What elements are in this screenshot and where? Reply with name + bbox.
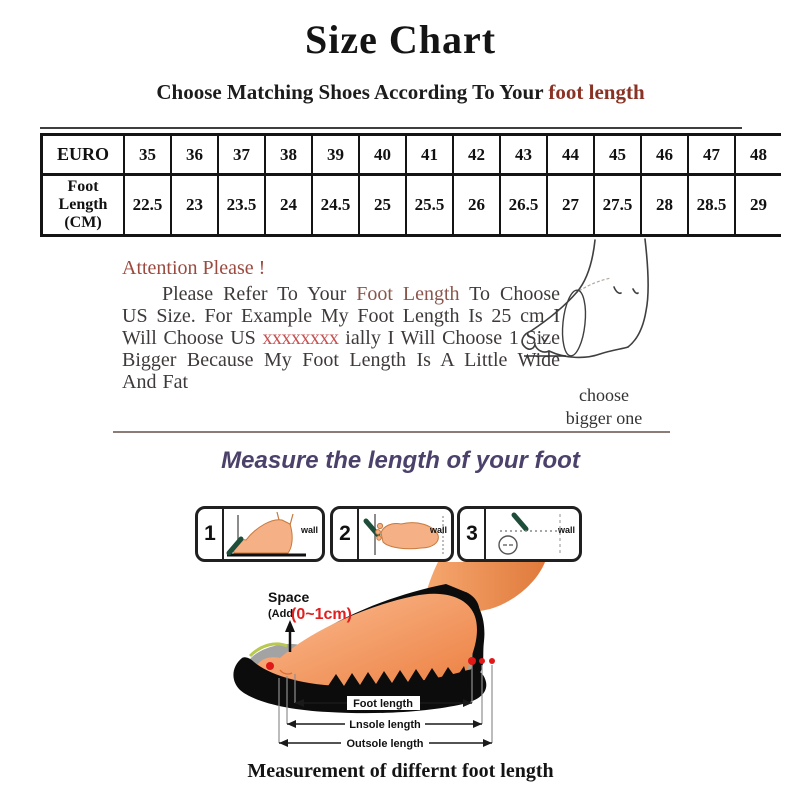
foot-length-cell: 24 <box>265 175 312 236</box>
instep-dashed-line <box>579 278 611 291</box>
measure-step-1 <box>195 506 325 562</box>
heel-dot <box>468 657 476 665</box>
foot-length-cell: 23.5 <box>218 175 265 236</box>
euro-size-cell: 36 <box>171 135 218 175</box>
step-number: 1 <box>198 509 224 559</box>
foot-length-cell: 25 <box>359 175 406 236</box>
add-value-label: (0~1cm) <box>291 606 352 623</box>
euro-size-cell: 42 <box>453 135 500 175</box>
outsole-length-label: Outsole length <box>346 738 424 750</box>
foot-length-cell: 26.5 <box>500 175 547 236</box>
heel-dot <box>479 658 485 664</box>
euro-size-cell: 46 <box>641 135 688 175</box>
add-prefix-label: (Add <box>268 608 294 620</box>
space-label: Space <box>268 589 310 605</box>
euro-row-label: EURO <box>42 135 125 175</box>
attention-paragraph <box>122 283 560 393</box>
page-title: Size Chart <box>304 17 497 62</box>
wall-label: wall <box>557 525 575 535</box>
section-divider <box>113 431 670 433</box>
foot-length-term: Foot Length <box>356 283 460 305</box>
subtitle <box>0 80 801 105</box>
subtitle-highlight: foot length <box>548 80 645 104</box>
foot-length-cell: 29 <box>735 175 781 236</box>
foot-length-cell: 28.5 <box>688 175 735 236</box>
coin-circle <box>499 536 517 554</box>
attention-block <box>122 257 560 393</box>
euro-size-cell: 45 <box>594 135 641 175</box>
subtitle-prefix: Choose Matching Shoes According To Your <box>156 80 549 104</box>
euro-size-cell: 41 <box>406 135 453 175</box>
body-segment: ially I Will Choose 1 Size Bigger Because My Foot Length Is A Little Wide And Fat <box>122 327 560 393</box>
foot-length-cell: 24.5 <box>312 175 359 236</box>
euro-size-cell: 47 <box>688 135 735 175</box>
insole-length-label: Lnsole length <box>349 719 421 731</box>
size-conversion-table <box>40 133 781 237</box>
foot-length-cell: 27 <box>547 175 594 236</box>
euro-size-cell: 48 <box>735 135 781 175</box>
foot-length-row-label: Foot Length (CM) <box>42 175 125 236</box>
table-top-rule <box>40 127 742 129</box>
foot-length-cell: 26 <box>453 175 500 236</box>
euro-size-cell: 39 <box>312 135 359 175</box>
foot-length-cell: 28 <box>641 175 688 236</box>
foot-length-cell: 23 <box>171 175 218 236</box>
body-segment: To Choose US Size. For Example My Foot Length Is 25 cm I Will Choose US <box>122 283 560 349</box>
choose-bigger-note: choose bigger one <box>565 385 643 428</box>
measure-step-3 <box>457 506 582 562</box>
foot-length-cell: 27.5 <box>594 175 641 236</box>
body-segment: Please Refer To Your <box>162 283 357 305</box>
foot-length-label: Foot length <box>353 698 413 710</box>
bottom-caption: Measurement of differnt foot length <box>247 760 554 782</box>
measure-step-2 <box>330 506 454 562</box>
foot-length-cell: 25.5 <box>406 175 453 236</box>
euro-size-cell: 38 <box>265 135 312 175</box>
euro-size-cell: 37 <box>218 135 265 175</box>
measuring-band-ellipse <box>560 289 589 357</box>
euro-row <box>42 135 782 175</box>
barefoot-line-drawing <box>518 237 704 367</box>
foot-length-row <box>42 175 782 236</box>
wall-label: wall <box>300 525 318 535</box>
attention-heading: Attention Please ! <box>122 257 266 279</box>
marker-pen-icon <box>514 515 526 529</box>
wall-label: wall <box>429 525 447 535</box>
euro-size-cell: 43 <box>500 135 547 175</box>
crossed-out-text: xxxxxxxx <box>262 327 339 349</box>
euro-size-cell: 35 <box>124 135 171 175</box>
euro-size-cell: 40 <box>359 135 406 175</box>
step-number: 2 <box>333 509 359 559</box>
euro-size-cell: 44 <box>547 135 594 175</box>
shoe-foot-measurement-diagram <box>228 562 643 760</box>
measure-heading: Measure the length of your foot <box>221 447 580 474</box>
toe-dot <box>266 662 274 670</box>
heel-dot <box>489 658 495 664</box>
foot-length-cell: 22.5 <box>124 175 171 236</box>
step-number: 3 <box>460 509 486 559</box>
